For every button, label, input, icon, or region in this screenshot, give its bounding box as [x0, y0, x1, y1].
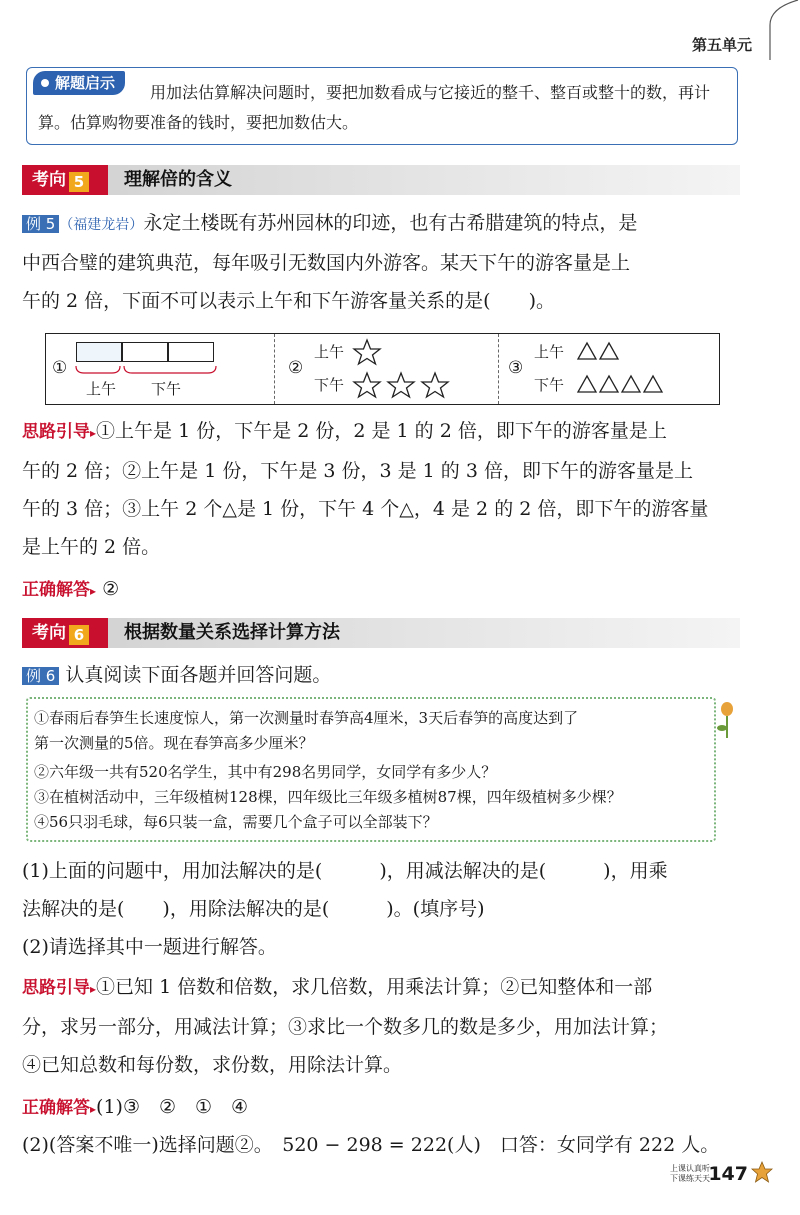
option2-am-label: 上午 — [314, 343, 345, 361]
problem-line-4: ③在植树活动中，三年级植树128棵，四年级比三年级多植树87棵，四年级植树多少棵？ — [34, 788, 622, 806]
example6-questions — [22, 852, 742, 966]
think5-line3: 午的 3 倍；③上午 2 个△是 1 份，下午 4 个△，4 是 2 的 2 倍，即下午的游客量 — [22, 498, 709, 520]
section6-title: 根据数量关系选择计算方法 — [124, 622, 340, 643]
option2-marker: ② — [288, 358, 304, 378]
answer5-value: ② — [102, 578, 120, 600]
option3-am-label: 上午 — [534, 343, 565, 361]
think5-line1: 思路引导▸①上午是 1 份，下午是 2 份，2 是 1 的 2 倍，即下午的游客量是上 — [22, 420, 667, 442]
example5-line2: 中西合璧的建筑典范，每年吸引无数国内外游客。某天下午的游客量是上 — [22, 252, 631, 274]
example6-answer1: 正确解答▸(1)③ ② ① ④ — [22, 1096, 249, 1118]
footer-slogan: 上课认真听 下课练天天 — [670, 1164, 710, 1183]
answer5-label: 正确解答 — [22, 580, 90, 600]
problem-line-5: ④56只羽毛球，每6只装一盒，需要几个盒子可以全部装下？ — [34, 813, 438, 831]
example6-intro: 例 6 认真阅读下面各题并回答问题。 — [22, 656, 742, 694]
option3-marker: ③ — [508, 358, 524, 378]
section6-number: 6 — [69, 625, 89, 645]
triangles-pm — [576, 374, 668, 394]
think6-line3: ④已知总数和每份数，求份数，用除法计算。 — [22, 1054, 403, 1076]
think6-label: 思路引导 — [22, 978, 90, 998]
question6-line1: (1)上面的问题中，用加法解决的是( )，用减法解决的是( )，用乘 — [22, 860, 668, 882]
think5-line4: 是上午的 2 倍。 — [22, 536, 161, 558]
example6-answer2: (2)(答案不唯一)选择问题②。 520 − 298 = 222(人) 口答：女同学有 222 人。 — [22, 1134, 720, 1156]
option1-marker: ① — [52, 358, 68, 378]
option1-pm-label: 下午 — [151, 380, 182, 398]
mascot-icon — [750, 1160, 774, 1186]
problem-line-3: ②六年级一共有520名学生，其中有298名男同学，女同学有多少人？ — [34, 763, 497, 781]
section6-tag: 考向 6 — [22, 618, 108, 648]
triangles-am — [576, 341, 622, 361]
star-icon — [420, 371, 450, 399]
am-segment — [76, 342, 122, 362]
segment-braces — [74, 364, 218, 376]
star-icon — [386, 371, 416, 399]
example5-line1: 例 5 （福建龙岩）永定土楼既有苏州园林的印迹，也有古希腊建筑的特点，是 — [22, 204, 742, 244]
option2-pm-label: 下午 — [314, 376, 345, 394]
hint-tag: 解题启示 — [33, 71, 125, 95]
think5-label: 思路引导 — [22, 422, 90, 442]
section5-tag: 考向 5 — [22, 165, 108, 195]
think5-line2: 午的 2 倍；②上午是 1 份，下午是 3 份，3 是 1 的 3 倍，即下午的游客量是上 — [22, 460, 693, 482]
page-number: 147 — [708, 1163, 748, 1185]
star-icon — [352, 338, 382, 366]
answer6-label: 正确解答 — [22, 1098, 90, 1118]
problem-line-1: ①春雨后春笋生长速度惊人，第一次测量时春笋高4厘米，3天后春笋的高度达到了 — [34, 709, 579, 727]
think6-line2: 分，求另一部分，用减法计算；③求比一个数多几的数是多少，用加法计算； — [22, 1016, 669, 1038]
option3-pm-label: 下午 — [534, 376, 565, 394]
think6-line1: 思路引导▸①已知 1 倍数和倍数，求几倍数，用乘法计算；②已知整体和一部 — [22, 976, 653, 998]
example6-thinking — [22, 968, 742, 1084]
star-icon — [352, 371, 382, 399]
option1-am-label: 上午 — [86, 380, 117, 398]
example5-tag: 例 5 — [22, 215, 59, 233]
example5-thinking — [22, 412, 742, 566]
example5-source: （福建龙岩） — [59, 217, 144, 233]
question6-line2: 法解决的是( )，用除法解决的是( )。(填序号) — [22, 898, 485, 920]
unit-label: 第五单元 — [691, 36, 752, 54]
flower-icon — [714, 700, 740, 740]
example5-figure — [45, 333, 720, 405]
problem-line-2: 第一次测量的5倍。现在春笋高多少厘米？ — [34, 734, 314, 752]
hint-text: 用加法估算解决问题时，要把加数看成与它接近的整千、整百或整十的数，再计算。估算购物要准备的钱时，要把加数估大。 — [38, 83, 711, 132]
example5-line3: 午的 2 倍，下面不可以表示上午和下午游客量关系的是( )。 — [22, 290, 555, 312]
example6-tag: 例 6 — [22, 667, 59, 685]
pm-segment-2 — [168, 342, 214, 362]
section5-number: 5 — [69, 172, 89, 192]
example5-answer: 正确解答▸ ② — [22, 578, 120, 600]
question6-line3: (2)请选择其中一题进行解答。 — [22, 936, 277, 958]
answer6-part1: (1)③ ② ① ④ — [96, 1096, 249, 1118]
pm-segment-1 — [122, 342, 168, 362]
example5-question — [22, 204, 742, 320]
section5-title: 理解倍的含义 — [124, 169, 232, 190]
